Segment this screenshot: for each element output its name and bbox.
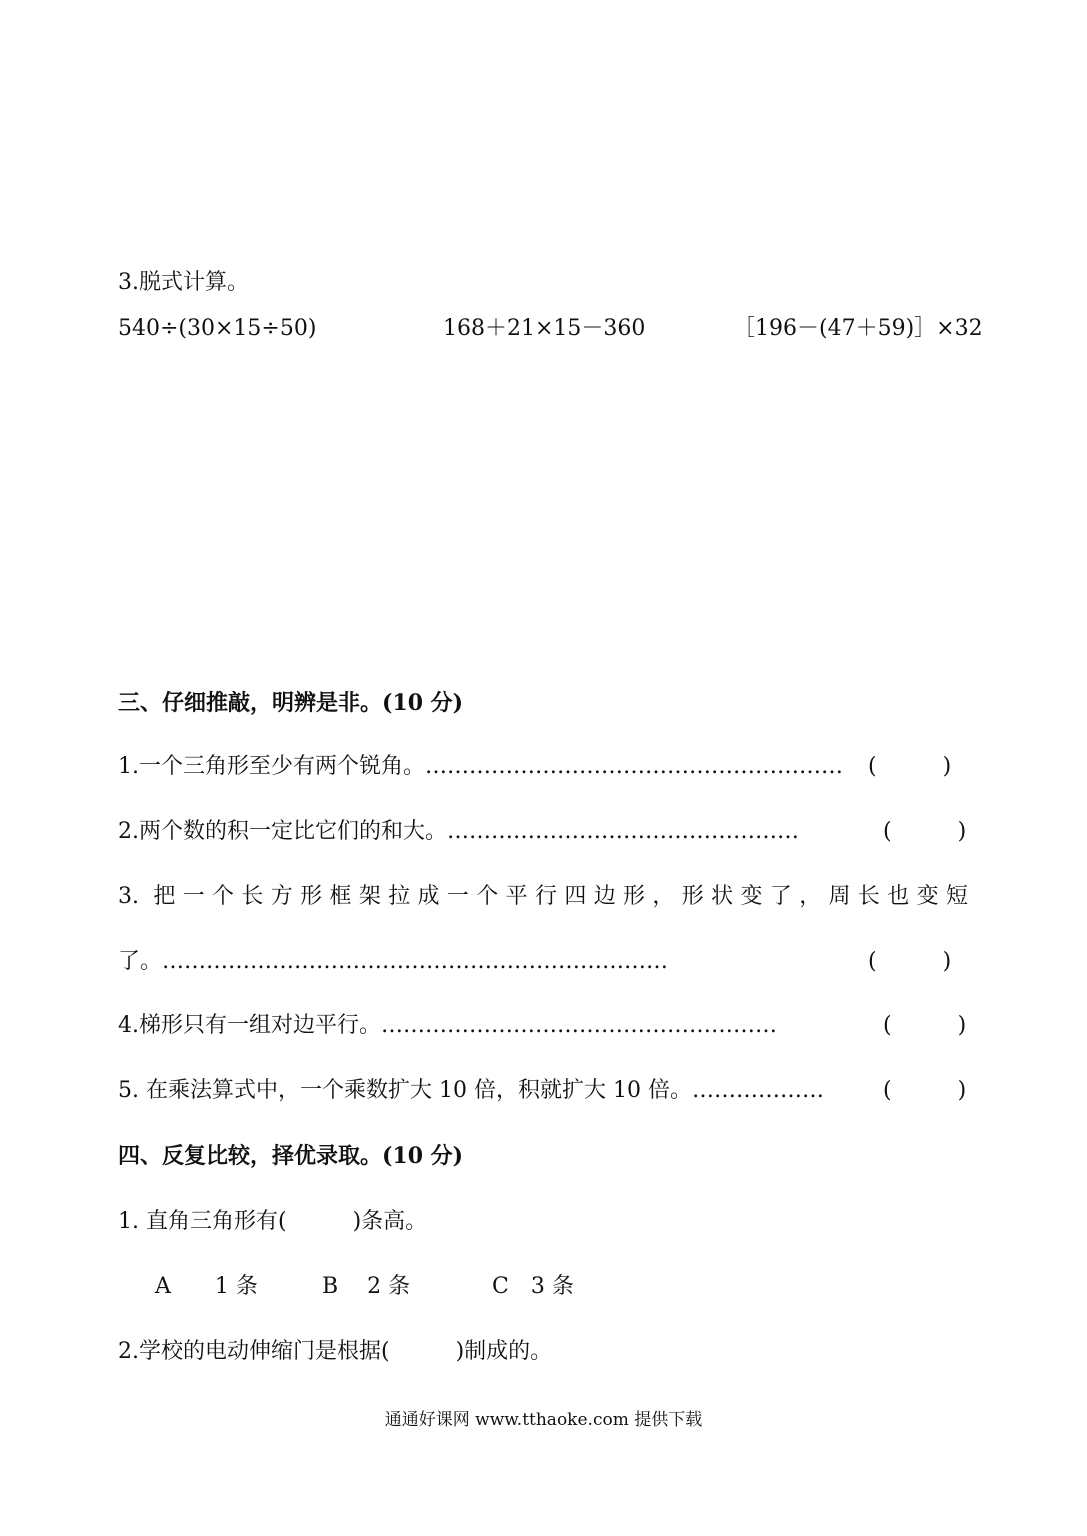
judgement-item-5-answer[interactable]: ( )	[883, 1078, 967, 1103]
judgement-item-3-answer[interactable]: ( )	[868, 949, 952, 974]
judgement-item-4	[118, 1011, 777, 1041]
choice-option-a[interactable]: A 1 条	[155, 1274, 258, 1299]
calc-expression-1: 540÷(30×15÷50)	[118, 316, 317, 341]
section4-title: 四、反复比较，择优录取。(10 分)	[118, 1143, 464, 1169]
judgement-item-2-text: 2.两个数的积一定比它们的和大。	[118, 819, 447, 844]
calc-expression-3: ［196－(47＋59)］×32	[733, 316, 983, 341]
choice-question-2: 2.学校的电动伸缩门是根据( )制成的。	[118, 1339, 553, 1364]
judgement-item-2-dots: …………………………………………	[447, 819, 799, 844]
judgement-item-3-line1: 3. 把一个长方形框架拉成一个平行四边形，形状变了，周长也变短	[118, 884, 968, 909]
section3-title: 三、仔细推敲，明辨是非。(10 分)	[118, 690, 464, 716]
judgement-item-4-text: 4.梯形只有一组对边平行。	[118, 1013, 381, 1038]
judgement-item-2	[118, 817, 799, 847]
judgement-item-5-dots: ………………	[691, 1078, 824, 1103]
judgement-item-3-text: 了。	[118, 949, 163, 974]
judgement-item-3-dots: ……………………………………………………………	[162, 949, 669, 974]
judgement-item-1	[118, 752, 843, 782]
calc-heading: 3.脱式计算。	[118, 270, 249, 295]
judgement-item-1-answer[interactable]: ( )	[868, 754, 952, 779]
calc-expression-2: 168＋21×15－360	[443, 316, 646, 341]
judgement-item-5	[118, 1076, 824, 1106]
judgement-item-4-dots: ………………………………………………	[381, 1013, 777, 1038]
judgement-item-4-answer[interactable]: ( )	[883, 1013, 967, 1038]
page-footer: 通通好课网 www.tthaoke.com 提供下载	[384, 1410, 703, 1430]
choice-question-1: 1. 直角三角形有( )条高。	[118, 1209, 428, 1234]
judgement-item-1-text: 1.一个三角形至少有两个锐角。	[118, 754, 425, 779]
judgement-item-5-text: 5. 在乘法算式中，一个乘数扩大 10 倍，积就扩大 10 倍。	[118, 1078, 692, 1103]
choice-option-b[interactable]: B 2 条	[322, 1274, 411, 1299]
judgement-item-1-dots: …………………………………………………	[425, 754, 843, 779]
judgement-item-3-line2	[118, 947, 668, 977]
choice-option-c[interactable]: C 3 条	[492, 1274, 574, 1299]
judgement-item-2-answer[interactable]: ( )	[883, 819, 967, 844]
